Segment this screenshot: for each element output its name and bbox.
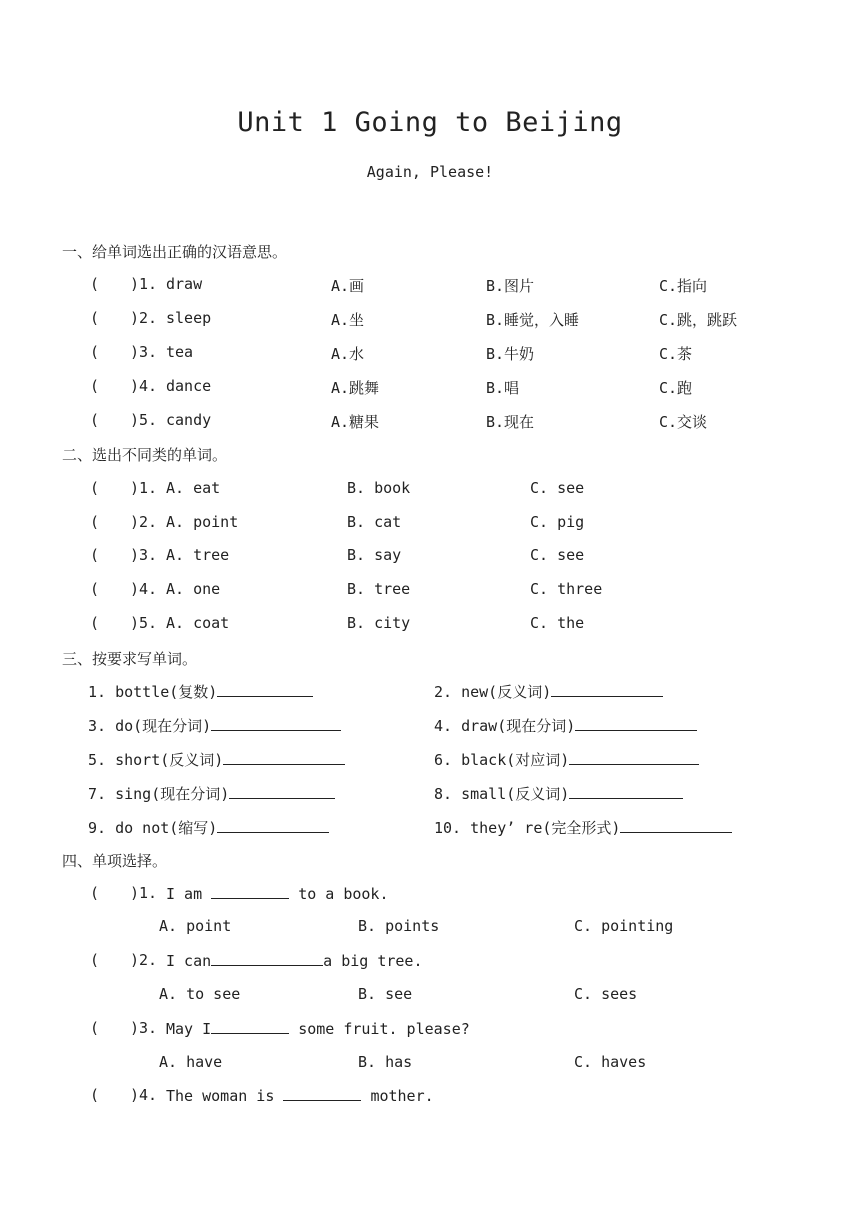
option-c: C.交谈 bbox=[659, 413, 708, 431]
question-number: )2. bbox=[130, 513, 158, 531]
stem-start: The woman is bbox=[166, 1087, 275, 1105]
answer-bracket: ( bbox=[90, 884, 100, 902]
question-number: )3. bbox=[130, 546, 158, 564]
option-b: B.睡觉，入睡 bbox=[486, 311, 580, 329]
option-c: C. three bbox=[530, 580, 603, 598]
question-number: )4. bbox=[130, 377, 158, 395]
option-b: B. book bbox=[347, 479, 411, 497]
list-item bbox=[434, 783, 683, 804]
question-number: )5. bbox=[130, 614, 158, 632]
answer-blank[interactable] bbox=[211, 1019, 289, 1034]
option-c: C.跳，跳跃 bbox=[659, 311, 738, 329]
list-item bbox=[88, 817, 329, 838]
list-item bbox=[434, 715, 697, 736]
answer-bracket: ( bbox=[90, 1019, 100, 1037]
section-4-heading: 四、单项选择。 bbox=[62, 852, 168, 870]
option-b: B. say bbox=[347, 546, 402, 564]
option-a: A.水 bbox=[331, 345, 365, 363]
list-item bbox=[434, 681, 663, 702]
answer-blank[interactable] bbox=[211, 884, 289, 899]
item-prompt: 8. small(反义词) bbox=[434, 785, 570, 803]
option-c: C. haves bbox=[574, 1053, 647, 1071]
answer-blank[interactable] bbox=[211, 951, 323, 966]
stem-end: to a book. bbox=[298, 885, 389, 903]
item-prompt: 3. do(现在分词) bbox=[88, 717, 212, 735]
question-number: )1. bbox=[130, 275, 158, 293]
answer-blank[interactable] bbox=[569, 750, 699, 765]
option-b: B. points bbox=[358, 917, 440, 935]
option-b: B.牛奶 bbox=[486, 345, 535, 363]
answer-bracket: ( bbox=[90, 479, 100, 497]
option-c: C. pointing bbox=[574, 917, 674, 935]
option-a: A. eat bbox=[166, 479, 221, 497]
question-number: )5. bbox=[130, 411, 158, 429]
option-a: A. point bbox=[159, 917, 232, 935]
item-prompt: 4. draw(现在分词) bbox=[434, 717, 576, 735]
option-a: A. coat bbox=[166, 614, 230, 632]
answer-blank[interactable] bbox=[551, 682, 663, 697]
item-prompt: 7. sing(现在分词) bbox=[88, 785, 230, 803]
option-b: B. tree bbox=[347, 580, 411, 598]
option-b: B. see bbox=[358, 985, 413, 1003]
option-b: B. has bbox=[358, 1053, 413, 1071]
option-c: C.跑 bbox=[659, 379, 693, 397]
list-item bbox=[434, 817, 732, 838]
option-c: C. see bbox=[530, 479, 585, 497]
question-stem bbox=[166, 1086, 434, 1105]
list-item bbox=[88, 783, 335, 804]
section-3-heading: 三、按要求写单词。 bbox=[62, 650, 198, 668]
option-c: C. see bbox=[530, 546, 585, 564]
option-a: A.画 bbox=[331, 277, 365, 295]
item-prompt: 10. they’ re(完全形式) bbox=[434, 819, 621, 837]
answer-blank[interactable] bbox=[229, 784, 335, 799]
answer-bracket: ( bbox=[90, 1086, 100, 1104]
answer-bracket: ( bbox=[90, 343, 100, 361]
item-prompt: 6. black(对应词) bbox=[434, 751, 570, 769]
question-number: )1. bbox=[130, 884, 158, 902]
option-c: C. the bbox=[530, 614, 585, 632]
question-number: )3. bbox=[130, 343, 158, 361]
list-item bbox=[88, 749, 345, 770]
answer-bracket: ( bbox=[90, 275, 100, 293]
page-subtitle: Again, Please! bbox=[366, 163, 494, 181]
question-word: tea bbox=[166, 343, 194, 361]
question-word: sleep bbox=[166, 309, 212, 327]
question-stem bbox=[166, 951, 423, 970]
page-title: Unit 1 Going to Beijing bbox=[237, 107, 623, 138]
item-prompt: 2. new(反义词) bbox=[434, 683, 552, 701]
question-number: )4. bbox=[130, 580, 158, 598]
option-c: C.指向 bbox=[659, 277, 708, 295]
answer-blank[interactable] bbox=[223, 750, 345, 765]
option-a: A.糖果 bbox=[331, 413, 380, 431]
option-a: A. have bbox=[159, 1053, 223, 1071]
answer-bracket: ( bbox=[90, 411, 100, 429]
option-b: B.现在 bbox=[486, 413, 535, 431]
question-number: )2. bbox=[130, 309, 158, 327]
answer-blank[interactable] bbox=[217, 818, 329, 833]
option-a: A. tree bbox=[166, 546, 230, 564]
stem-start: I can bbox=[166, 952, 212, 970]
option-a: A. point bbox=[166, 513, 239, 531]
answer-bracket: ( bbox=[90, 377, 100, 395]
question-word: candy bbox=[166, 411, 212, 429]
item-prompt: 1. bottle(复数) bbox=[88, 683, 218, 701]
stem-end: some fruit. please? bbox=[298, 1020, 470, 1038]
answer-bracket: ( bbox=[90, 309, 100, 327]
answer-bracket: ( bbox=[90, 951, 100, 969]
item-prompt: 9. do not(缩写) bbox=[88, 819, 218, 837]
option-b: B. city bbox=[347, 614, 411, 632]
option-c: C. sees bbox=[574, 985, 638, 1003]
question-stem bbox=[166, 884, 389, 903]
section-2-heading: 二、选出不同类的单词。 bbox=[62, 446, 228, 464]
option-c: C.茶 bbox=[659, 345, 693, 363]
list-item bbox=[88, 715, 341, 736]
option-c: C. pig bbox=[530, 513, 585, 531]
question-word: draw bbox=[166, 275, 203, 293]
question-number: )2. bbox=[130, 951, 158, 969]
option-a: A.跳舞 bbox=[331, 379, 380, 397]
question-number: )3. bbox=[130, 1019, 158, 1037]
list-item bbox=[88, 681, 313, 702]
question-stem bbox=[166, 1019, 470, 1038]
question-number: )4. bbox=[130, 1086, 158, 1104]
answer-blank[interactable] bbox=[575, 716, 697, 731]
stem-end: mother. bbox=[370, 1087, 434, 1105]
list-item bbox=[434, 749, 699, 770]
answer-bracket: ( bbox=[90, 513, 100, 531]
answer-bracket: ( bbox=[90, 546, 100, 564]
item-prompt: 5. short(反义词) bbox=[88, 751, 224, 769]
question-word: dance bbox=[166, 377, 212, 395]
option-b: B. cat bbox=[347, 513, 402, 531]
question-number: )1. bbox=[130, 479, 158, 497]
answer-blank[interactable] bbox=[620, 818, 732, 833]
answer-bracket: ( bbox=[90, 580, 100, 598]
option-a: A. one bbox=[166, 580, 221, 598]
answer-blank[interactable] bbox=[211, 716, 341, 731]
option-a: A. to see bbox=[159, 985, 241, 1003]
answer-blank[interactable] bbox=[283, 1086, 361, 1101]
option-a: A.坐 bbox=[331, 311, 365, 329]
stem-start: May I bbox=[166, 1020, 212, 1038]
section-1-heading: 一、给单词选出正确的汉语意思。 bbox=[62, 243, 288, 261]
stem-end: a big tree. bbox=[323, 952, 423, 970]
answer-blank[interactable] bbox=[217, 682, 313, 697]
option-b: B.唱 bbox=[486, 379, 520, 397]
stem-start: I am bbox=[166, 885, 203, 903]
answer-blank[interactable] bbox=[569, 784, 683, 799]
option-b: B.图片 bbox=[486, 277, 535, 295]
answer-bracket: ( bbox=[90, 614, 100, 632]
